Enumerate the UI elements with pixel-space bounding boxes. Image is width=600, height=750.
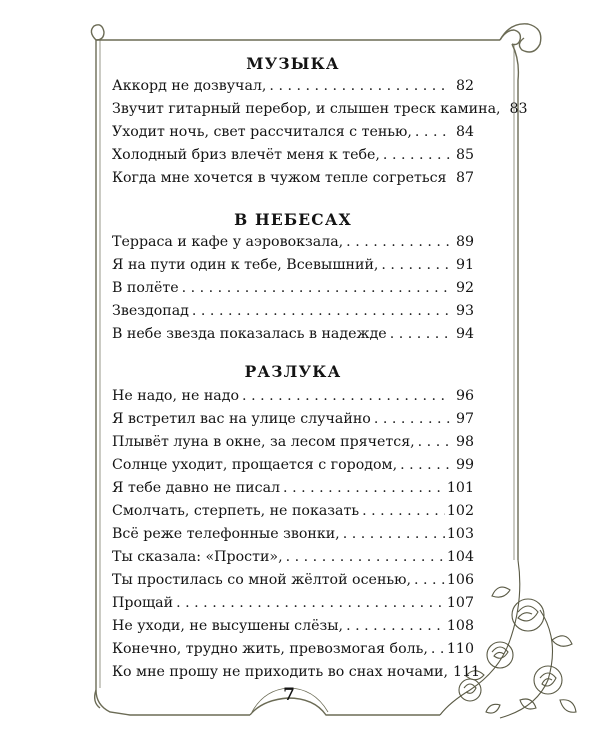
toc-entry[interactable]: Терраса и кафе у аэровокзала, . . . 89 [112,231,474,253]
toc-entry[interactable]: Не уходи, не высушены слёзы, . . . 108 [112,615,474,637]
dot-leader [269,75,450,97]
dot-leader [242,385,450,407]
section-title-razluka: РАЗЛУКА [244,362,342,381]
dot-leader [182,277,450,299]
toc-entry[interactable]: Солнце уходит, прощается с городом, . . . 99 [112,454,474,476]
page-ref: 85 [455,147,474,163]
page-ref: 106 [446,572,474,588]
dot-leader [346,231,450,253]
page-ref: 84 [455,124,474,140]
dot-leader [192,300,450,322]
toc-entry[interactable]: Всё реже телефонные звонки, . . . 103 [112,523,474,545]
dot-leader [414,569,445,591]
page-ref: 99 [455,457,474,473]
page-ref: 108 [446,618,474,634]
dot-leader [374,408,450,430]
page-ref: 87 [455,170,474,186]
toc-entry[interactable]: Не надо, не надо . . . 96 [112,385,474,407]
toc-entry[interactable]: В полёте . . . 92 [112,277,474,299]
dot-leader [343,523,445,545]
page-ref: 101 [446,480,474,496]
toc-entry[interactable]: Прощай . . . 107 [112,592,474,614]
dot-leader [418,431,450,453]
dot-leader [383,144,450,166]
page-ref: 91 [455,257,474,273]
page-ref: 107 [446,595,474,611]
toc-entry[interactable]: Плывёт луна в окне, за лесом прячется, . . . 98 [112,431,474,453]
toc-entry[interactable]: Звездопад . . . 93 [112,300,474,322]
section-title-muzyka: МУЗЫКА [246,54,340,73]
dot-leader [381,254,450,276]
toc-entry[interactable]: Я на пути один к тебе, Всевышний, . . . 91 [112,254,474,276]
dot-leader [176,592,445,614]
page-ref: 92 [455,280,474,296]
toc-entry[interactable]: В небе звезда показалась в надежде . . . 94 [112,323,474,345]
toc-entry[interactable]: Ты простилась со мной жёлтой осенью, . . . 106 [112,569,474,591]
toc-entry[interactable]: Я встретил вас на улице случайно . . . 97 [112,408,474,430]
toc-entry[interactable]: Холодный бриз влечёт меня к тебе, . . . 85 [112,144,474,166]
dot-leader [431,638,445,660]
page-ref: 97 [455,411,474,427]
page-ref: 96 [455,388,474,404]
page-ref: 93 [455,303,474,319]
toc-entry[interactable]: Конечно, трудно жить, превозмогая боль, . . . 110 [112,638,474,660]
page-ref: 98 [455,434,474,450]
dot-leader [415,121,450,143]
dot-leader [400,454,450,476]
section-title-v-nebesakh: В НЕБЕСАХ [234,210,352,229]
toc-entry[interactable]: Ты сказала: «Прости», . . . 104 [112,546,474,568]
dot-leader [346,615,445,637]
page-ref: 111 [452,664,481,680]
dot-leader [449,167,450,189]
toc-entry[interactable]: Я тебе давно не писал . . . 101 [112,477,474,499]
page-number: 7 [283,685,295,705]
toc-entry[interactable]: Ко мне прошу не приходить во снах ночами, 111 [112,661,474,683]
toc-entry[interactable]: Аккорд не дозвучал, . . . 82 [112,75,474,97]
page-ref: 89 [455,234,474,250]
toc-entry[interactable]: Уходит ночь, свет рассчитался с тенью, . . . 84 [112,121,474,143]
page-ref: 103 [446,526,474,542]
toc-entry[interactable]: Звучит гитарный перебор, и слышен треск камина, 83 [112,98,474,120]
page-ref: 102 [446,503,474,519]
dot-leader [390,323,450,345]
page-ref: 94 [455,326,474,342]
page-ref: 104 [446,549,474,565]
dot-leader [283,477,445,499]
dot-leader [286,546,445,568]
page-ref: 110 [446,641,474,657]
page-ref: 83 [509,101,528,117]
page-ref: 82 [455,78,474,94]
dot-leader [362,500,445,522]
toc-entry[interactable]: Когда мне хочется в чужом тепле согреться . . . 87 [112,167,474,189]
toc-entry[interactable]: Смолчать, стерпеть, не показать . . . 102 [112,500,474,522]
